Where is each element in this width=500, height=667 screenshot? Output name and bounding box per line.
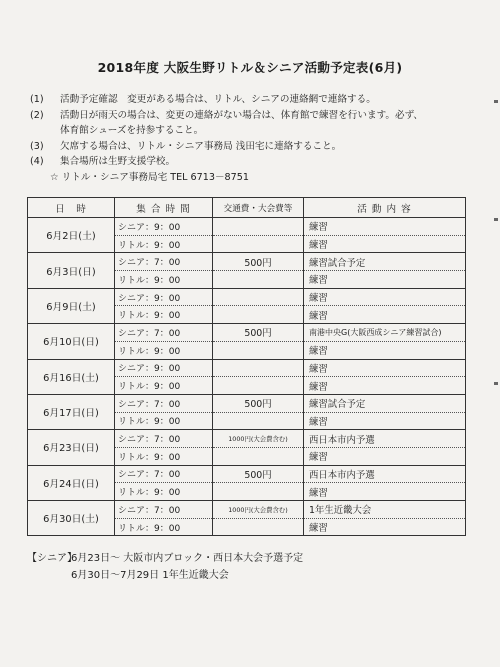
schedule-date: 6月10日(日) [28,324,115,359]
schedule-date: 6月17日(日) [28,394,115,429]
notes-list [30,92,480,186]
edge-mark [494,382,498,385]
senior-activity: 練習 [304,359,466,377]
table-row [28,288,466,306]
little-activity: 練習 [304,483,466,501]
footer-item [27,550,477,567]
little-activity: 練習 [304,271,466,289]
little-activity: 練習 [304,447,466,465]
senior-activity: 練習試合予定 [304,394,466,412]
senior-activity: 南港中央G(大阪西成シニア練習試合) [304,324,466,342]
senior-time: シニア：7：00 [115,501,213,519]
little-time: リトル：9：00 [115,341,213,359]
little-activity: 練習 [304,412,466,430]
table-row [28,465,466,483]
senior-activity: 練習試合予定 [304,253,466,271]
footer-line: 6月30日～7月29日 1年生近畿大会 [71,570,229,581]
note-text: 活動日が雨天の場合は、変更の連絡がない場合は、体育館で練習を行います。必ず、 [60,109,424,121]
little-time: リトル：9：00 [115,518,213,536]
little-time: リトル：9：00 [115,412,213,430]
senior-time: シニア：7：00 [115,430,213,448]
little-time: リトル：9：00 [115,377,213,395]
table-header-row [28,198,466,218]
schedule-date: 6月2日(土) [28,218,115,253]
note-number: (3) [30,140,44,152]
senior-fee: 1000円(大会費含む) [213,430,304,448]
little-fee [213,341,304,359]
table-row [28,501,466,519]
little-activity: 練習 [304,341,466,359]
little-time: リトル：9：00 [115,306,213,324]
little-fee [213,518,304,536]
header-date: 日 時 [28,198,115,218]
edge-mark [494,218,498,221]
table-row [28,218,466,236]
senior-activity: 練習 [304,288,466,306]
note-item [30,108,480,124]
schedule-date: 6月23日(日) [28,430,115,465]
footer-label: 【シニア】 [27,553,77,564]
little-activity: 練習 [304,377,466,395]
little-activity: 練習 [304,235,466,253]
schedule-date: 6月9日(土) [28,288,115,323]
senior-fee [213,359,304,377]
note-number: (1) [30,94,44,105]
senior-fee: 500円 [213,394,304,412]
senior-time: シニア：7：00 [115,253,213,271]
footer-notes [27,550,477,584]
schedule-body [28,218,466,536]
table-row [28,394,466,412]
little-time: リトル：9：00 [115,235,213,253]
little-fee [213,235,304,253]
page-title: 2018年度 大阪生野リトル＆シニア活動予定表(6月) [97,60,403,75]
table-row [28,324,466,342]
header-activity: 活 動 内 容 [304,198,466,218]
little-time: リトル：9：00 [115,447,213,465]
note-item [30,139,480,155]
senior-time: シニア：7：00 [115,465,213,483]
senior-fee: 500円 [213,324,304,342]
note-number: (4) [30,156,44,168]
office-contact: ☆ リトル・シニア事務局宅 TEL 6713－8751 [50,171,249,183]
little-fee [213,271,304,289]
little-activity: 練習 [304,518,466,536]
schedule-date: 6月30日(土) [28,501,115,536]
senior-fee: 1000円(大会費含む) [213,501,304,519]
little-fee [213,412,304,430]
little-fee [213,447,304,465]
header-time: 集 合 時 間 [115,198,213,218]
table-row [28,359,466,377]
senior-time: シニア：9：00 [115,288,213,306]
table-row [28,430,466,448]
little-fee [213,377,304,395]
schedule-date: 6月3日(日) [28,253,115,288]
senior-activity: 練習 [304,218,466,236]
note-text-continued: 体育館シューズを持参すること。 [60,125,204,137]
senior-time: シニア：7：00 [115,394,213,412]
schedule-date: 6月16日(土) [28,359,115,394]
note-item [30,154,480,170]
senior-fee: 500円 [213,465,304,483]
senior-time: シニア：9：00 [115,218,213,236]
header-fee: 交通費・大会費等 [213,198,304,218]
note-item [30,92,480,108]
schedule-date: 6月24日(日) [28,465,115,500]
table-row [28,253,466,271]
senior-activity: 1年生近畿大会 [304,501,466,519]
senior-fee: 500円 [213,253,304,271]
edge-mark [494,100,498,103]
little-activity: 練習 [304,306,466,324]
senior-activity: 西日本市内予選 [304,465,466,483]
note-text: 活動予定確認 変更がある場合は、リトル、シニアの連絡網で連絡する。 [60,94,376,105]
note-text: 集合場所は生野支援学校。 [60,156,176,168]
little-time: リトル：9：00 [115,483,213,501]
note-number: (2) [30,109,44,121]
little-fee [213,306,304,324]
schedule-table [27,197,466,536]
little-fee [213,483,304,501]
senior-fee [213,288,304,306]
senior-activity: 西日本市内予選 [304,430,466,448]
senior-time: シニア：9：00 [115,359,213,377]
note-text: 欠席する場合は、リトル・シニア事務局 浅田宅に連絡すること。 [60,140,342,152]
footer-line: 6月23日～ 大阪市内ブロック・西日本大会予選予定 [71,553,304,564]
senior-fee [213,218,304,236]
little-time: リトル：9：00 [115,271,213,289]
senior-time: シニア：7：00 [115,324,213,342]
